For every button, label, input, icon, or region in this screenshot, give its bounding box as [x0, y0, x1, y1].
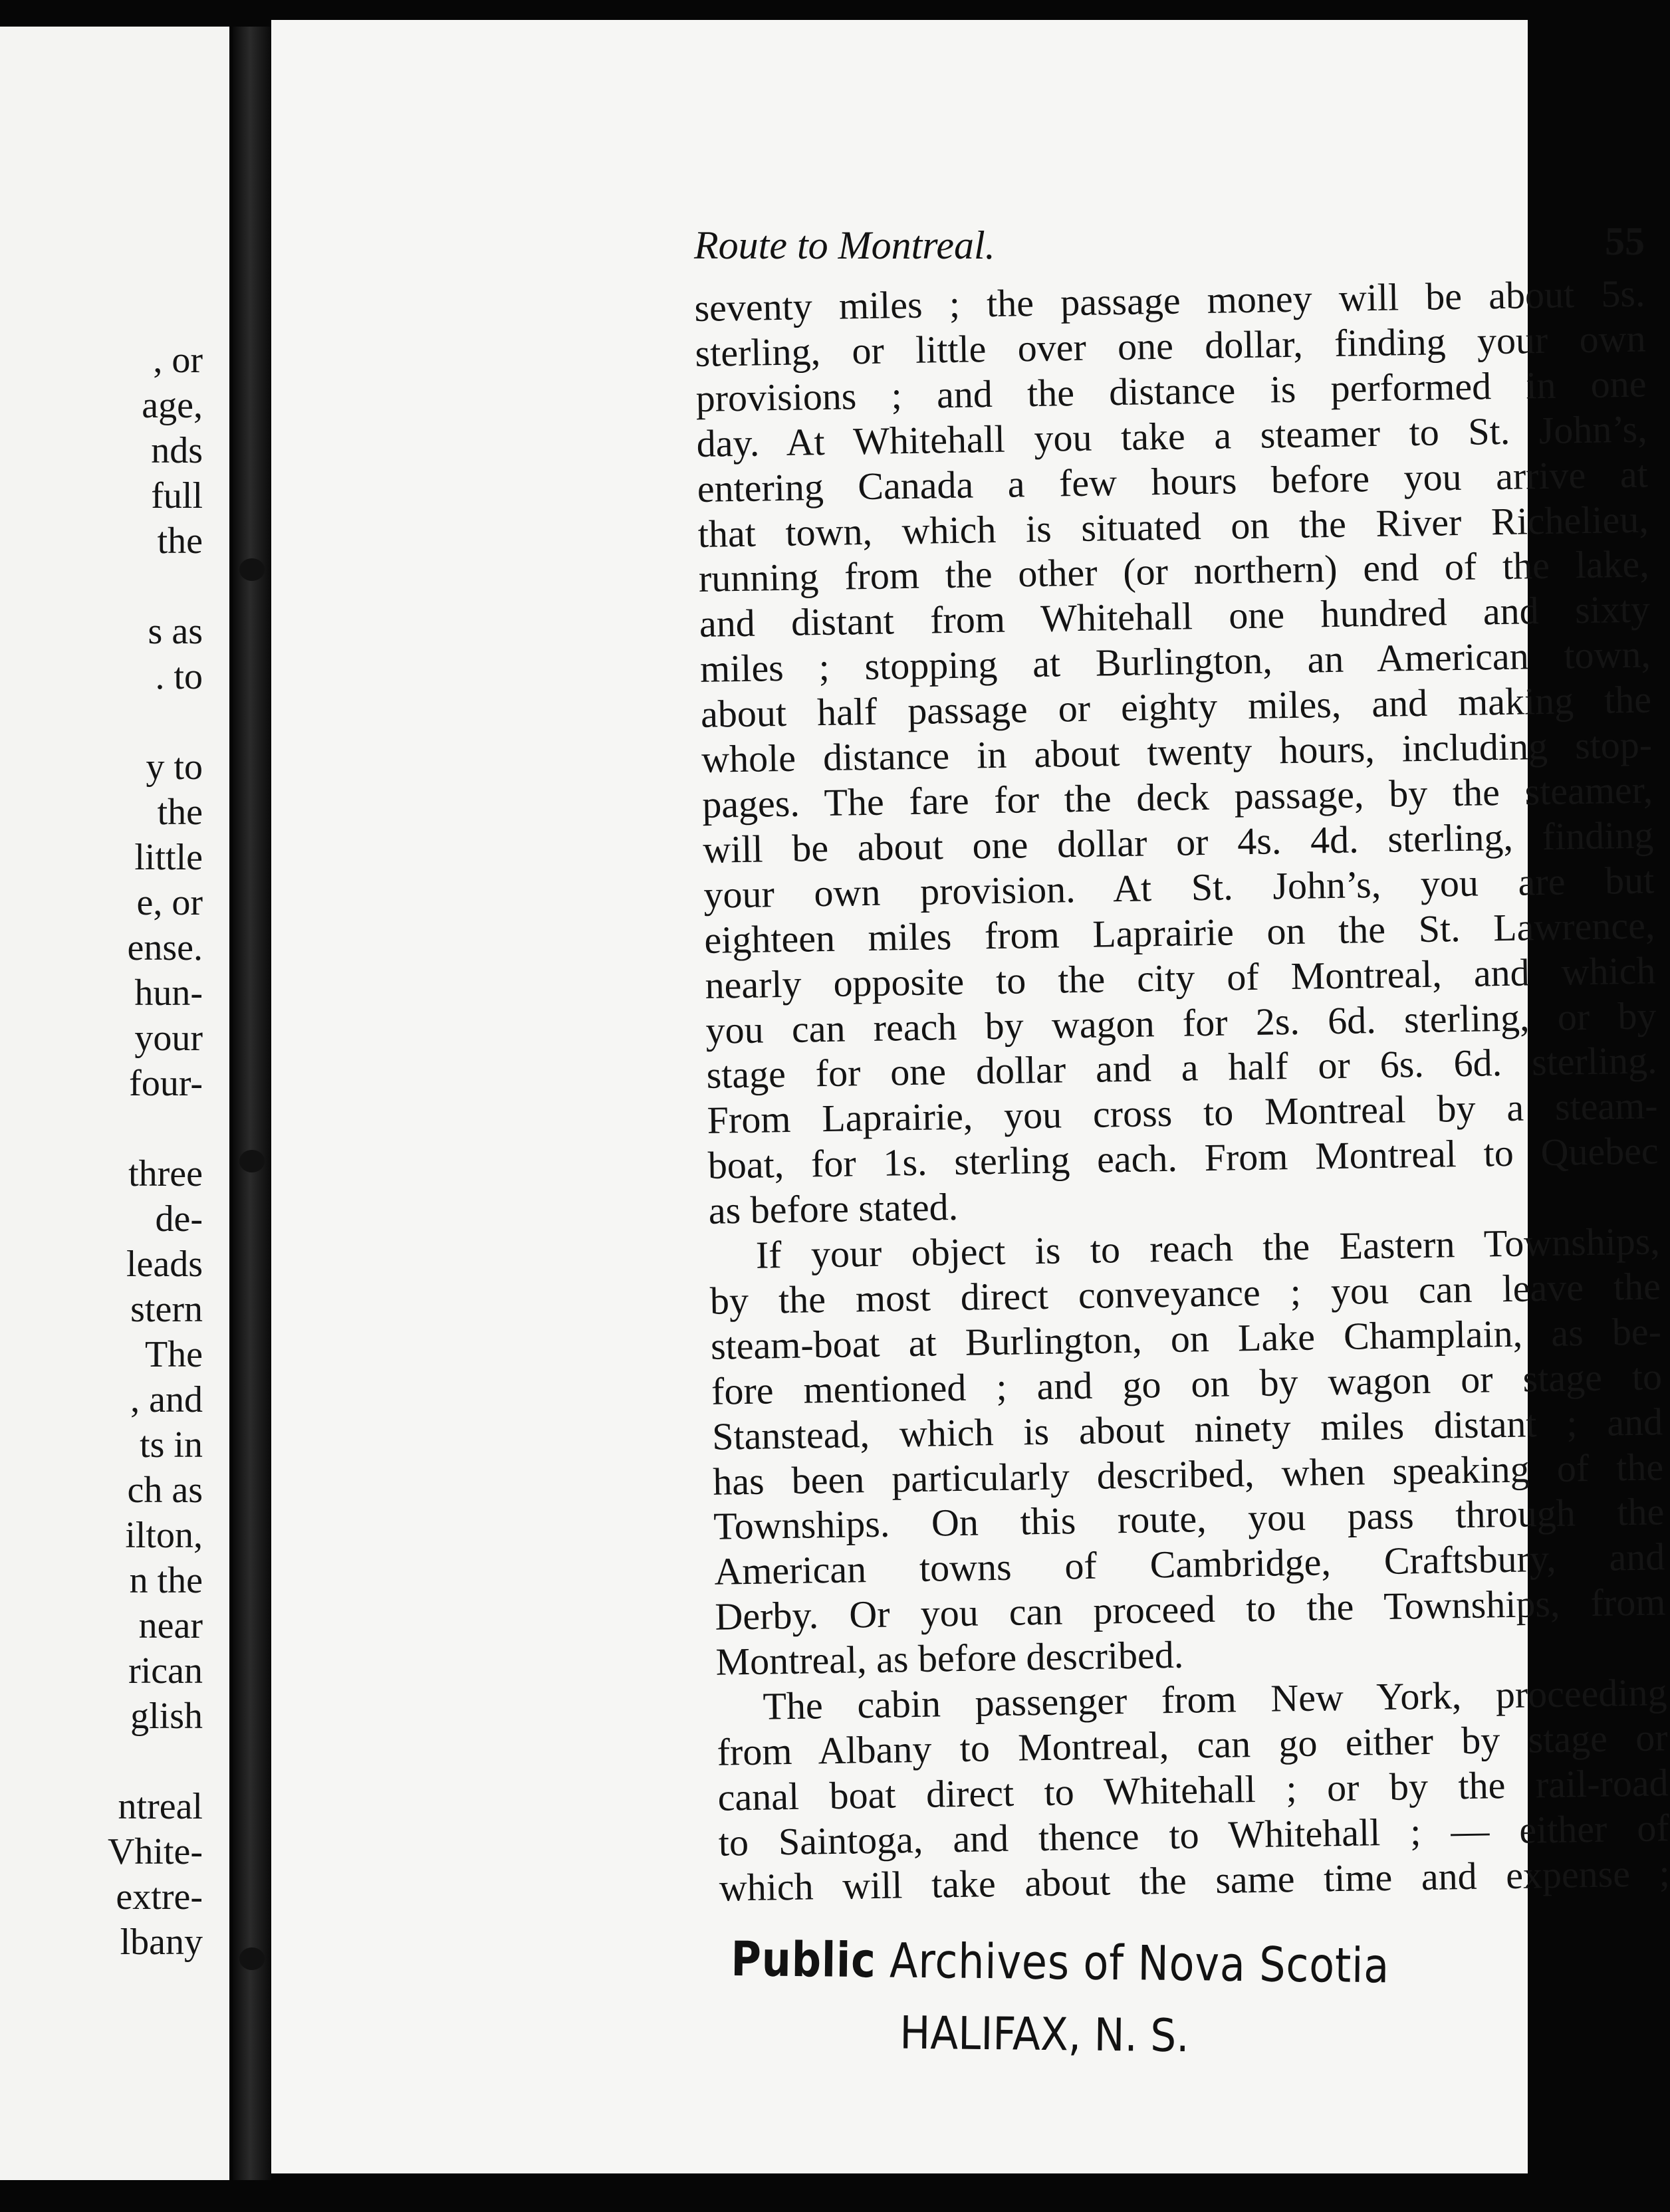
left-fragment: stern	[130, 1289, 203, 1330]
left-page-line-fragments	[0, 339, 203, 1966]
binding-thread-mark	[239, 1947, 265, 1970]
text-line: Stanstead, which is about ninety miles distant ; and	[711, 1399, 1663, 1458]
left-fragment: y to	[146, 746, 203, 788]
book-gutter	[233, 27, 271, 2180]
left-fragment: . to	[155, 656, 203, 697]
left-fragment: ntreal	[118, 1786, 203, 1827]
text-line: you can reach by wagon for 2s. 6d. sterling, or by	[705, 993, 1657, 1052]
text-line: to Saintoga, and thence to Whitehall ; — either of	[718, 1806, 1670, 1864]
text-line: by the most direct conveyance ; you can leave the	[709, 1264, 1661, 1323]
text-line: Montreal, as before described.	[715, 1632, 1184, 1684]
text-line: miles ; stopping at Burlington, an American town,	[699, 632, 1651, 691]
left-fragment: the	[157, 792, 203, 833]
left-fragment-gap	[0, 701, 203, 746]
text-line: running from the other (or northern) end of the lake,	[698, 542, 1650, 601]
text-line: canal boat direct to Whitehall ; or by the rail-road	[717, 1761, 1669, 1819]
left-fragment: de-	[155, 1198, 203, 1240]
stamp-line-1-rest: Archives of Nova Scotia	[889, 1932, 1390, 1994]
left-fragment: little	[134, 837, 203, 878]
text-line: from Albany to Montreal, can go either by stage or	[717, 1715, 1668, 1774]
right-page	[271, 20, 1670, 2173]
text-line: that town, which is situated on the River Richelieu,	[697, 497, 1649, 556]
binding-thread-mark	[239, 558, 265, 581]
text-line: and distant from Whitehall one hundred and sixty	[699, 587, 1651, 646]
text-line: steam-boat at Burlington, on Lake Champlain, as be-	[710, 1309, 1662, 1368]
left-fragment: e, or	[136, 882, 203, 923]
left-fragment: rican	[128, 1650, 203, 1692]
text-line: about half passage or eighty miles, and making the	[700, 677, 1652, 736]
text-line: From Laprairie, you cross to Montreal by a steam-	[707, 1083, 1659, 1143]
stamp-line-2: HALIFAX, N. S.	[899, 2007, 1190, 2063]
archive-stamp	[730, 1931, 1396, 2077]
text-line: sterling, or little over one dollar, finding your own	[695, 316, 1646, 375]
left-fragment: your	[134, 1018, 203, 1059]
left-fragment: leads	[126, 1244, 203, 1285]
text-line: nearly opposite to the city of Montreal, and which	[705, 948, 1656, 1007]
left-fragment: four-	[129, 1063, 203, 1104]
text-line: pages. The fare for the deck passage, by the steamer,	[701, 768, 1653, 826]
left-fragment: nds	[151, 430, 203, 471]
left-fragment: , and	[130, 1379, 203, 1420]
left-fragment: three	[128, 1153, 203, 1194]
left-fragment: n the	[129, 1560, 203, 1601]
left-fragment: ch as	[127, 1470, 203, 1511]
left-fragment: ts in	[140, 1424, 203, 1466]
text-line: stage for one dollar and a half or 6s. 6d. sterling.	[706, 1038, 1657, 1097]
left-fragment: Vhite-	[107, 1831, 203, 1872]
left-fragment: full	[151, 475, 203, 516]
left-fragment: hun-	[134, 972, 203, 1014]
binding-thread-mark	[239, 1150, 265, 1172]
left-fragment-gap	[0, 565, 203, 610]
left-fragment: ilton,	[125, 1515, 203, 1556]
left-fragment: the	[157, 520, 203, 562]
left-fragment: glish	[130, 1696, 203, 1737]
text-line: will be about one dollar or 4s. 4d. sterling, finding	[702, 813, 1654, 871]
left-fragment-gap	[0, 1740, 203, 1785]
left-fragment: ense.	[127, 927, 203, 968]
left-fragment: lbany	[120, 1922, 203, 1963]
text-line: provisions ; and the distance is performed in one	[695, 362, 1647, 420]
text-line: entering Canada a few hours before you arrive at	[697, 452, 1649, 510]
text-line: boat, for 1s. sterling each. From Montreal to Quebec	[707, 1129, 1659, 1188]
left-fragment-gap	[0, 1107, 203, 1153]
stamp-word-public: Public	[731, 1931, 877, 1989]
text-line: If your object is to reach the Eastern Townships,	[755, 1219, 1661, 1277]
stamp-line-1	[731, 1931, 1389, 1993]
left-fragment: , or	[153, 340, 203, 381]
text-line: which will take about the same time and expense ;	[719, 1850, 1670, 1910]
text-line: eighteen miles from Laprairie on the St. Lawrence,	[703, 903, 1655, 962]
text-line: seventy miles ; the passage money will be about 5s.	[694, 271, 1645, 330]
left-fragment: age,	[142, 385, 203, 426]
left-fragment: s as	[148, 611, 203, 652]
left-fragment: near	[138, 1605, 203, 1646]
text-line: your own provision. At St. John’s, you are but	[703, 858, 1655, 917]
text-line: whole distance in about twenty hours, including stop-	[701, 722, 1653, 781]
text-line: Derby. Or you can proceed to the Townships, from	[714, 1580, 1666, 1639]
running-title: Route to Montreal.	[694, 223, 995, 267]
text-line: fore mentioned ; and go on by wagon or stage to	[711, 1355, 1663, 1413]
text-line: has been particularly described, when speaking of the	[712, 1444, 1664, 1503]
left-page	[0, 27, 229, 2180]
page-number: 55	[1605, 219, 1645, 263]
text-line: American towns of Cambridge, Craftsbury, and	[713, 1535, 1665, 1594]
left-fragment: The	[144, 1334, 203, 1375]
body-text	[694, 271, 1670, 1911]
text-line: day. At Whitehall you take a steamer to St. John’s,	[696, 407, 1648, 465]
text-line: The cabin passenger from New York, proceeding	[763, 1670, 1667, 1728]
text-line: as before stated.	[708, 1185, 959, 1232]
text-line: Townships. On this route, you pass through the	[713, 1490, 1665, 1549]
left-fragment: extre-	[116, 1876, 203, 1918]
